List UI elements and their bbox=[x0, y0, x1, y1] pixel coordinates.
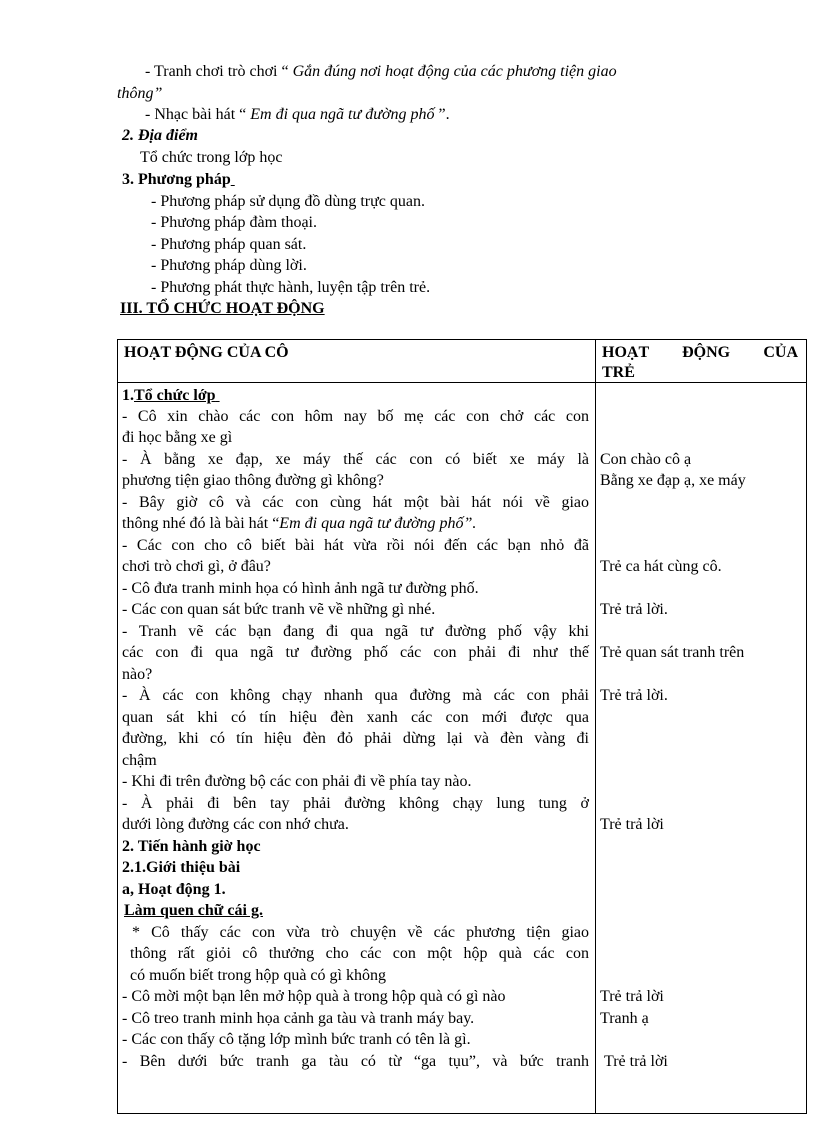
teacher-line: - À các con không chạy nhanh qua đường mà các con phải bbox=[122, 687, 589, 704]
method-item: - Phương pháp đàm thoại. bbox=[151, 214, 317, 231]
section-title: III. TỔ CHỨC HOẠT ĐỘNG bbox=[120, 300, 325, 317]
child-header-line1: HOẠT ĐỘNG CỦA bbox=[602, 344, 798, 361]
methods-heading: 3. Phương pháp bbox=[122, 171, 231, 188]
game-title: Gắn đúng nơi hoạt động của các phương tiện giao bbox=[292, 63, 617, 80]
song-prefix: - Nhạc bài hát “ bbox=[145, 106, 251, 123]
teacher-header-cell bbox=[118, 340, 596, 383]
method-item: - Phương pháp dùng lời. bbox=[151, 257, 307, 274]
method-item: - Phương pháp quan sát. bbox=[151, 236, 307, 253]
teacher-line: chậm bbox=[122, 752, 157, 769]
child-response: Trẻ trả lời. bbox=[600, 601, 668, 618]
teacher-line: - Bây giờ cô và các con cùng hát một bài hát nói về giao bbox=[122, 494, 589, 511]
method-item: - Phương pháp sử dụng đồ dùng trực quan. bbox=[151, 193, 426, 210]
teacher-line: - Cô mời một bạn lên mở hộp quà à trong hộp quà có gì nào bbox=[122, 988, 506, 1005]
s21-heading: 2.1.Giới thiệu bài bbox=[122, 859, 241, 876]
activity1-heading: a, Hoạt động 1. bbox=[122, 881, 226, 898]
child-response: Con chào cô ạ bbox=[600, 451, 692, 468]
teacher-line: - Khi đi trên đường bộ các con phải đi về phía tay nào. bbox=[122, 773, 472, 790]
teacher-line: đường, khi có tín hiệu đèn đỏ phải dừng lại và đèn vàng đi bbox=[122, 730, 589, 747]
game-material-line bbox=[145, 62, 617, 82]
teacher-line: - Cô treo tranh minh họa cảnh ga tàu và tranh máy bay. bbox=[122, 1010, 475, 1027]
child-header-cell bbox=[596, 340, 807, 383]
location-text: Tổ chức trong lớp học bbox=[140, 149, 283, 166]
teacher-line: có muốn biết trong hộp quà có gì không bbox=[130, 967, 386, 984]
game-prefix: - Tranh chơi trò chơi “ bbox=[145, 63, 293, 80]
song-title: Em đi qua ngã tư đường phố bbox=[250, 106, 435, 123]
teacher-line: thông rất giỏi cô thưởng cho các con một hộp quà các con bbox=[130, 945, 589, 962]
child-response: Trẻ trả lời bbox=[604, 1053, 668, 1070]
child-response: Trẻ trả lời. bbox=[600, 687, 668, 704]
song-material-line bbox=[145, 105, 450, 125]
method-item: - Phương phát thực hành, luyện tập trên trẻ. bbox=[151, 279, 431, 296]
activity1-title: Làm quen chữ cái g. bbox=[124, 902, 263, 919]
teacher-line: - Các con thấy cô tặng lớp mình bức tranh có tên là gì. bbox=[122, 1031, 471, 1048]
location-heading: 2. Địa điểm bbox=[122, 127, 198, 144]
teacher-line: - Bên dưới bức tranh ga tàu có từ “ga tụu”, và bức tranh bbox=[122, 1053, 589, 1070]
child-response: Trẻ ca hát cùng cô. bbox=[600, 558, 722, 575]
teacher-line: nào? bbox=[122, 666, 153, 683]
teacher-line: - À phải đi bên tay phải đường không chạy lung tung ở bbox=[122, 795, 589, 812]
teacher-line: - Các con cho cô biết bài hát vừa rồi nói đến các bạn nhỏ đã bbox=[122, 537, 589, 554]
child-response: Trẻ trả lời bbox=[600, 988, 664, 1005]
teacher-header: HOẠT ĐỘNG CỦA CÔ bbox=[124, 344, 289, 361]
teacher-line: - Cô xin chào các con hôm nay bố mẹ các con chở các con bbox=[122, 408, 589, 425]
teacher-activity-cell bbox=[118, 383, 596, 1114]
teacher-line: dưới lòng đường các con nhớ chưa. bbox=[122, 816, 349, 833]
child-header-line2: TRẺ bbox=[602, 364, 635, 381]
teacher-line-song: thông nhé đó là bài hát “Em đi qua ngã tư đường phố”. bbox=[122, 515, 477, 532]
teacher-line: - Các con quan sát bức tranh vẽ về những gì nhé. bbox=[122, 601, 436, 618]
teacher-line: - À bằng xe đạp, xe máy thế các con có biết xe máy là bbox=[122, 451, 589, 468]
child-activity-cell bbox=[596, 383, 807, 1114]
child-response: Trẻ trả lời bbox=[600, 816, 664, 833]
child-response: Bằng xe đạp ạ, xe máy bbox=[600, 472, 746, 489]
teacher-line: quan sát khi có tín hiệu đèn xanh các con mới được qua bbox=[122, 709, 589, 726]
teacher-line: các con đi qua ngã tư đường phố các con phải đi như thế bbox=[122, 644, 589, 661]
child-response: Tranh ạ bbox=[600, 1010, 649, 1027]
teacher-line: - Cô đưa tranh minh họa có hình ảnh ngã tư đường phố. bbox=[122, 580, 479, 597]
activity-table bbox=[117, 339, 807, 1114]
teacher-line: chơi trò chơi gì, ở đâu? bbox=[122, 558, 271, 575]
teacher-line: - Tranh vẽ các bạn đang đi qua ngã tư đường phố vậy khi bbox=[122, 623, 589, 640]
game-title-cont: thông” bbox=[117, 85, 163, 102]
s2-heading: 2. Tiến hành giờ học bbox=[122, 838, 261, 855]
teacher-line: * Cô thấy các con vừa trò chuyện về các phương tiện giao bbox=[132, 924, 589, 941]
teacher-line: đi học bằng xe gì bbox=[122, 429, 233, 446]
child-response: Trẻ quan sát tranh trên bbox=[600, 644, 745, 661]
s1-heading: 1.Tổ chức lớp bbox=[122, 387, 216, 404]
teacher-line: phương tiện giao thông đường gì không? bbox=[122, 472, 384, 489]
song-suffix: ”. bbox=[434, 106, 450, 123]
